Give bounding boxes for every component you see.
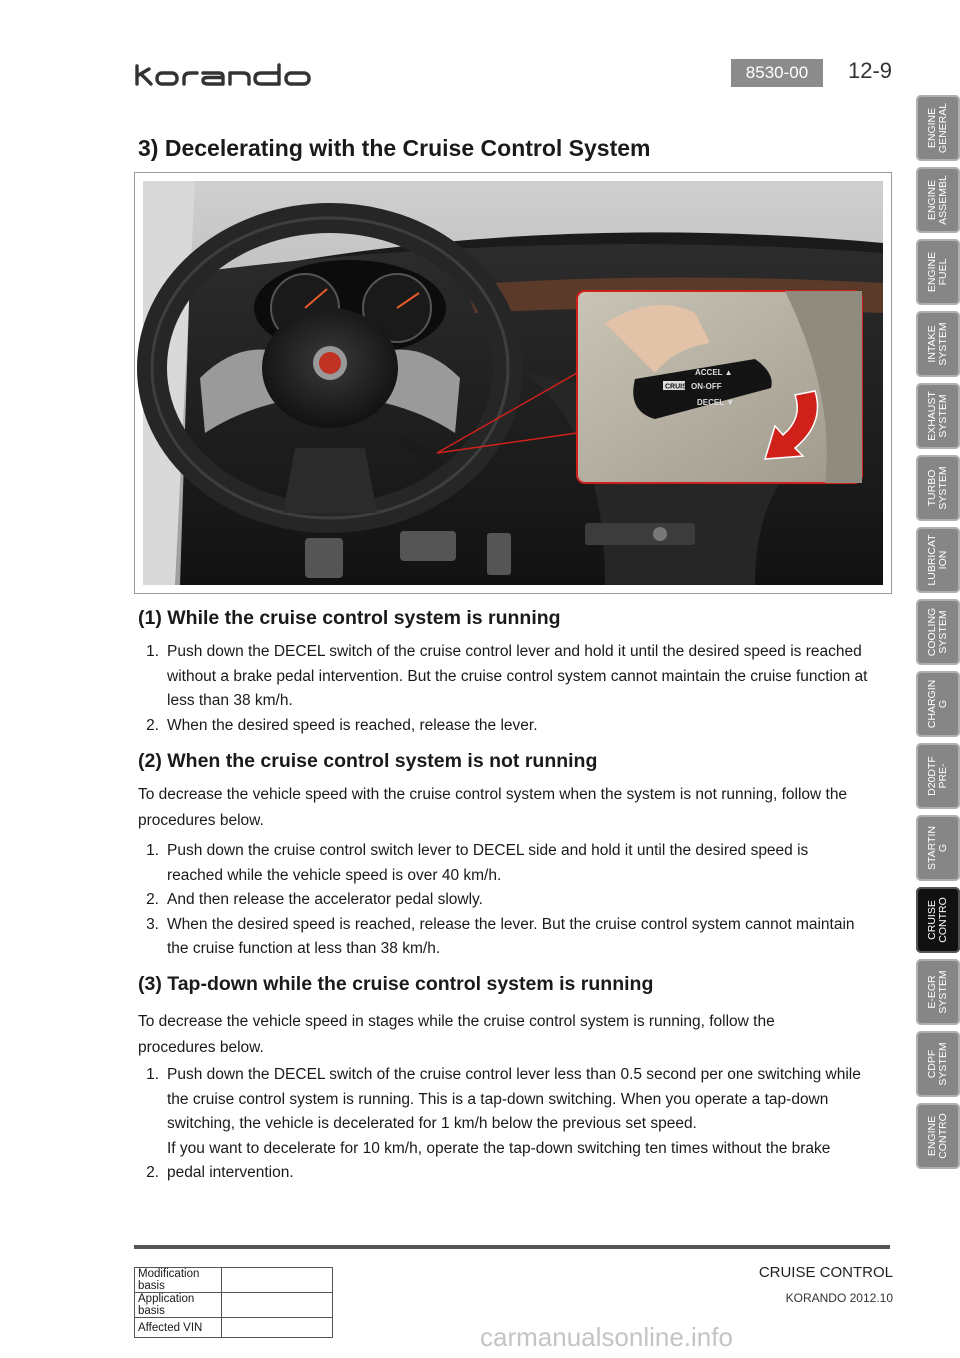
list-item: 2. pedal intervention. [146, 1164, 294, 1181]
list-item: 3. When the desired speed is reached, release the lever. But the cruise control system cannot maintain the cruise function at less than 38 km/h. [146, 915, 855, 957]
list-item: 2. And then release the accelerator pedal slowly. [146, 891, 483, 908]
section1-heading: (1) While the cruise control system is running [138, 607, 561, 629]
tab-turbo-system[interactable]: TURBO SYSTEM [916, 455, 960, 521]
korando-logo [133, 62, 318, 88]
page-number: 12-9 [848, 58, 893, 83]
lever-accel-label: ACCEL ▲ [695, 368, 733, 377]
footer-model-date: KORANDO 2012.10 [785, 1291, 893, 1305]
tab-intake-system[interactable]: INTAKE SYSTEM [916, 311, 960, 377]
lever-onoff-label: ON-OFF [691, 382, 722, 391]
dashboard-illustration [135, 173, 891, 593]
tab-cruise-control[interactable]: CRUISE CONTRO [916, 887, 960, 953]
tab-engine-fuel[interactable]: ENGINE FUEL [916, 239, 960, 305]
tab-starting[interactable]: STARTIN G [916, 815, 960, 881]
list-item: 1. Push down the DECEL switch of the cruise control lever less than 0.5 second per one switching while the cruise control system is running. This is a tap-down switching. When you operate a tap-down switching, the vehicle is decelerated for 1 km/h below the previous set speed. If you want to decelerate for 10 km/h, operate the tap-down switching ten times without the brake [146, 1066, 861, 1157]
tab-engine-control[interactable]: ENGINE CONTRO [916, 1103, 960, 1169]
tab-d20dtf-pre[interactable]: D20DTF PRE- [916, 743, 960, 809]
section3-intro: To decrease the vehicle speed in stages while the cruise control system is running, follow the procedures below. [138, 1013, 775, 1056]
tab-cdpf-system[interactable]: CDPF SYSTEM [916, 1031, 960, 1097]
tab-engine-assembly[interactable]: ENGINE ASSEMBL [916, 167, 960, 233]
lever-decel-label: DECEL ▼ [697, 398, 735, 407]
section2-heading: (2) When the cruise control system is not running [138, 750, 598, 772]
lever-cruise-label: CRUISE [665, 383, 692, 391]
list-item: 1. Push down the DECEL switch of the cruise control lever and hold it until the desired speed is reached without a brake pedal intervention. But the cruise control system cannot maintain the cruise function at less than 38 km/h. [146, 643, 868, 709]
section-code-badge: 8530-00 [731, 59, 823, 87]
footer-chapter-title: CRUISE CONTROL [758, 1264, 893, 1281]
section1-list [138, 640, 898, 738]
watermark: carmanualsonline.info [480, 1322, 733, 1352]
footer-divider [134, 1245, 890, 1249]
list-item: 1. Push down the cruise control switch lever to DECEL side and hold it until the desired speed is reached while the vehicle speed is over 40 km/h. [146, 842, 809, 884]
tab-e-egr-system[interactable]: E-EGR SYSTEM [916, 959, 960, 1025]
section3-list [138, 1063, 898, 1186]
table-row: Affected VIN [135, 1318, 333, 1338]
table-row: Modification basis [135, 1268, 333, 1293]
tab-cooling-system[interactable]: COOLING SYSTEM [916, 599, 960, 665]
table-row: Application basis [135, 1293, 333, 1318]
list-item: 2. When the desired speed is reached, release the lever. [146, 716, 538, 734]
tab-exhaust-system[interactable]: EXHAUST SYSTEM [916, 383, 960, 449]
modification-table [134, 1267, 333, 1338]
tab-charging[interactable]: CHARGIN G [916, 671, 960, 737]
section3-heading: (3) Tap-down while the cruise control system is running [138, 973, 654, 995]
cruise-lever-figure [134, 172, 892, 594]
tab-engine-general[interactable]: ENGINE GENERAL [916, 95, 960, 161]
section2-intro: To decrease the vehicle speed with the cruise control system when the system is not running, follow the procedures below. [138, 786, 848, 829]
section2-list [138, 839, 898, 962]
section-title: 3) Decelerating with the Cruise Control System [138, 135, 651, 161]
tab-lubrication[interactable]: LUBRICAT ION [916, 527, 960, 593]
